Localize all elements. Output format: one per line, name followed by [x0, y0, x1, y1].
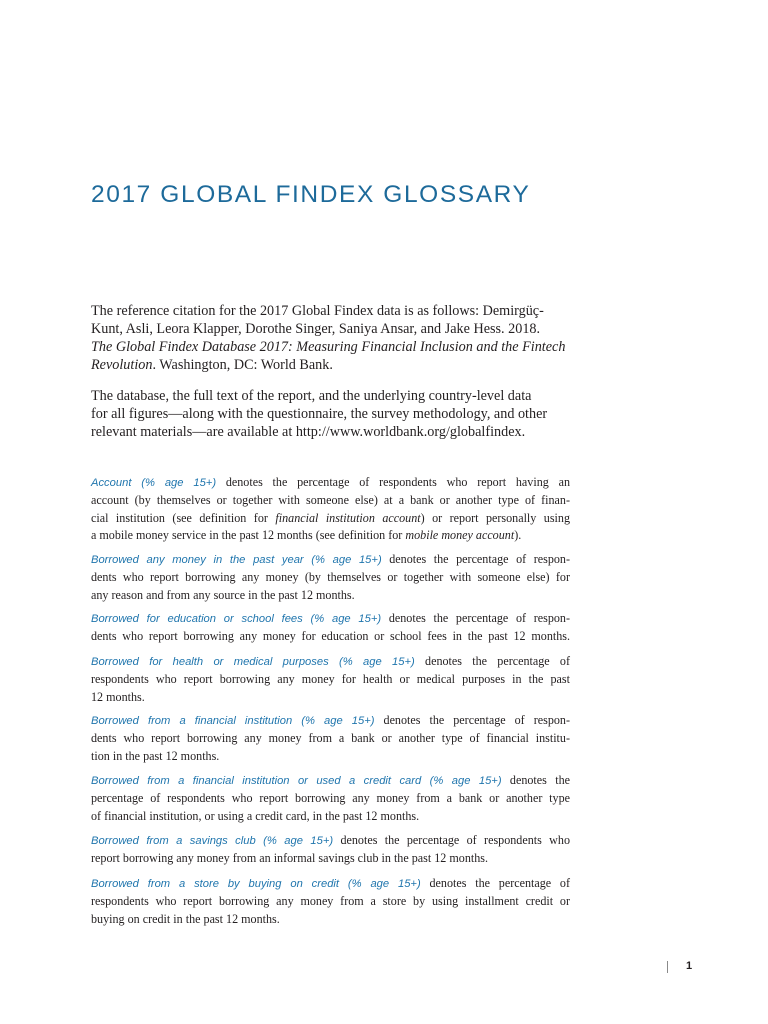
glossary-term: Borrowed for education or school fees (% age 15+)	[91, 613, 382, 625]
text-line: of financial institution, or using a credit card, in the past 12 months.	[91, 808, 420, 823]
glossary-entry-borrowed-store-credit	[91, 875, 570, 928]
text-line: buying on credit in the past 12 months.	[91, 911, 280, 926]
text-line	[91, 712, 570, 730]
glossary-term: Borrowed from a store by buying on credit (% age 15+)	[91, 878, 421, 890]
glossary-term: Borrowed for health or medical purposes (% age 15+)	[91, 656, 415, 668]
text-line	[91, 527, 570, 544]
text-fragment: . Washington, DC: World Bank.	[152, 357, 333, 373]
glossary-entry-account	[91, 474, 570, 545]
text-fragment: denotes the percentage of respon-	[383, 713, 570, 727]
text-line: account (by themselves or together with someone else) at a bank or another type of finan-	[91, 493, 570, 508]
glossary-term: Borrowed from a financial institution or used a credit card (% age 15+)	[91, 775, 502, 787]
glossary-entry-borrowed-education	[91, 610, 570, 646]
text-line	[91, 474, 570, 492]
glossary-term: Borrowed from a savings club (% age 15+)	[91, 835, 334, 847]
text-line: tion in the past 12 months.	[91, 748, 220, 763]
text-fragment: a mobile money service in the past 12 months (see definition for	[91, 528, 406, 543]
text-line: Kunt, Asli, Leora Klapper, Dorothe Singer, Saniya Ansar, and Jake Hess. 2018.	[91, 321, 541, 337]
glossary-term: Borrowed from a financial institution (% age 15+)	[91, 715, 375, 727]
text-fragment: cial institution (see definition for	[91, 510, 276, 525]
text-line: report borrowing any money from an informal savings club in the past 12 months.	[91, 851, 489, 866]
cross-reference: mobile money account	[405, 528, 515, 543]
page-title: 2017 GLOBAL FINDEX GLOSSARY	[91, 181, 531, 208]
text-line: 12 months.	[91, 689, 145, 704]
text-line: respondents who report borrowing any money from a store by using installment credit or	[91, 894, 570, 909]
text-line	[91, 338, 570, 356]
page-number: 1	[686, 960, 693, 972]
report-title-italic: The Global Findex Database 2017: Measuring Financial Inclusion and the Fintech	[91, 339, 566, 355]
text-line	[91, 551, 570, 569]
text-line: for all figures—along with the questionnaire, the survey methodology, and other	[91, 406, 548, 422]
glossary-entry-borrowed-savings-club	[91, 832, 570, 868]
availability-paragraph	[91, 387, 570, 441]
text-line	[91, 832, 570, 850]
text-line	[91, 356, 570, 374]
text-fragment: denotes the percentage of respondents who	[340, 833, 571, 847]
glossary-entry-borrowed-financial-institution	[91, 712, 570, 765]
text-line: relevant materials—are available at http://www.worldbank.org/globalfindex.	[91, 424, 526, 440]
glossary-term: Borrowed any money in the past year (% age 15+)	[91, 554, 382, 566]
footer-divider	[667, 961, 668, 973]
text-line	[91, 875, 570, 893]
glossary-entry-borrowed-health	[91, 653, 570, 706]
text-line	[91, 653, 570, 671]
text-fragment: denotes the percentage of	[429, 876, 570, 890]
text-line	[91, 610, 570, 628]
text-fragment: denotes the percentage of respon-	[389, 552, 570, 566]
text-line: dents who report borrowing any money from a bank or another type of financial institu-	[91, 731, 570, 746]
text-line: The reference citation for the 2017 Global Findex data is as follows: Demirgüç-	[91, 303, 544, 319]
text-fragment: ).	[514, 528, 522, 543]
glossary-entry-borrowed-any-money	[91, 551, 570, 604]
text-fragment: denotes the percentage of	[425, 654, 570, 668]
glossary-entry-borrowed-fi-or-credit-card	[91, 772, 570, 825]
text-line: respondents who report borrowing any money for health or medical purposes in the past	[91, 672, 570, 687]
text-fragment: denotes the percentage of respondents who report having an	[225, 475, 570, 489]
text-line	[91, 510, 570, 527]
glossary-term: Account (% age 15+)	[91, 477, 217, 489]
text-line	[91, 772, 570, 790]
text-line: any reason and from any source in the past 12 months.	[91, 587, 355, 602]
text-fragment: denotes the percentage of respon-	[388, 611, 571, 625]
text-line: The database, the full text of the report, and the underlying country-level data	[91, 388, 532, 404]
text-fragment: denotes the	[509, 773, 570, 787]
text-line: dents who report borrowing any money (by themselves or together with someone else) for	[91, 570, 570, 585]
citation-paragraph	[91, 302, 570, 374]
text-fragment: ) or report personally using	[420, 510, 570, 525]
text-line: percentage of respondents who report borrowing any money from a bank or another type	[91, 791, 570, 806]
text-line: dents who report borrowing any money for education or school fees in the past 12 months.	[91, 629, 570, 644]
cross-reference: financial institution account	[275, 510, 421, 525]
report-title-italic: Revolution	[91, 357, 153, 373]
